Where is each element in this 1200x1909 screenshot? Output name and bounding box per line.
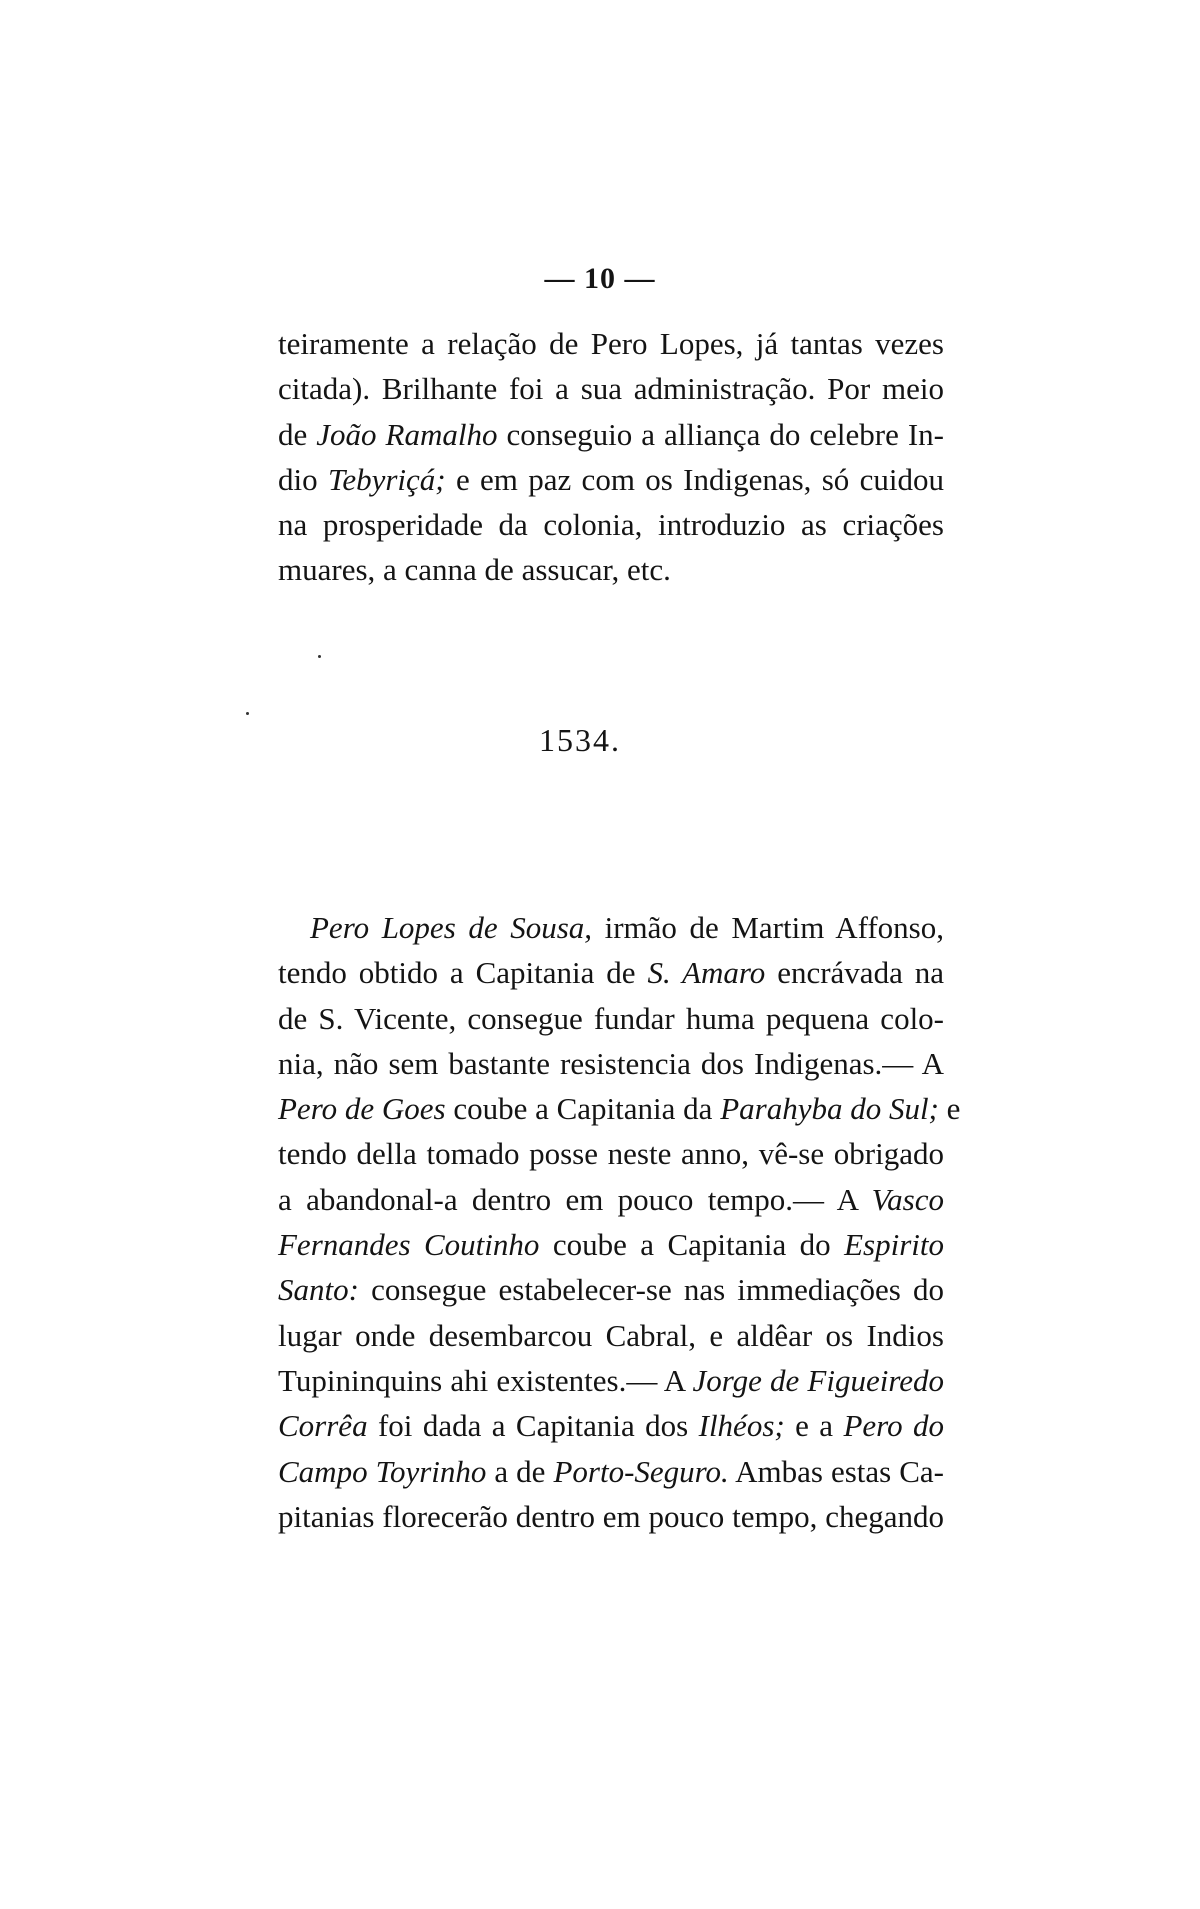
text-line <box>278 1177 944 1222</box>
text-run: Tupininquins ahi existentes.— A <box>278 1362 693 1398</box>
italic-name: Fernandes Coutinho <box>278 1227 540 1263</box>
text-line <box>278 996 944 1041</box>
italic-name: Jorge de Figueiredo <box>692 1362 944 1398</box>
text-run: e em paz com os Indigenas, só cuidou <box>445 461 944 497</box>
text-run: nia, não sem bastante resistencia dos Indigenas.— A <box>278 1045 944 1081</box>
italic-name: Pero do <box>843 1408 945 1444</box>
text-line <box>278 1403 944 1448</box>
text-run: muares, a canna de assucar, etc. <box>278 552 671 588</box>
text-run: citada). Brilhante foi a sua administração. Por meio <box>278 371 944 407</box>
text-run: foi dada a Capitania dos <box>367 1408 699 1444</box>
text-run: coube a Capitania do <box>539 1227 845 1263</box>
year-heading: 1534. <box>539 722 621 758</box>
text-run: a de <box>486 1453 554 1489</box>
italic-name: Porto-Seguro. <box>553 1453 729 1489</box>
text-run: lugar onde desembarcou Cabral, e aldêar os Indios <box>278 1317 944 1353</box>
text-run: irmão de Martim Affonso, <box>592 910 944 945</box>
italic-name: Ilhéos; <box>698 1408 785 1444</box>
text-run: teiramente a relação de Pero Lopes, já tantas vezes <box>278 326 944 361</box>
print-speck <box>318 655 321 658</box>
text-run: a abandonal-a dentro em pouco tempo.— A <box>278 1181 872 1217</box>
italic-name: João Ramalho <box>316 416 498 452</box>
text-run: de S. Vicente, consegue fundar huma pequena colo- <box>278 1000 944 1036</box>
italic-name: S. Amaro <box>647 955 766 991</box>
text-run: coube a Capitania da <box>445 1091 721 1127</box>
text-run: tendo della tomado posse neste anno, vê-se obrigado <box>278 1136 944 1172</box>
text-line <box>278 950 944 995</box>
text-line <box>278 905 944 950</box>
text-run: e a <box>784 1408 844 1444</box>
italic-name: Parahyba do Sul; <box>720 1091 939 1127</box>
italic-name: Pero Lopes de Sousa, <box>310 910 593 945</box>
print-speck <box>246 712 249 715</box>
text-line <box>278 366 944 411</box>
text-line <box>278 1494 944 1539</box>
italic-name: Espirito <box>844 1227 944 1263</box>
text-run: dio <box>278 461 328 497</box>
italic-name: Tebyriçá; <box>327 461 446 497</box>
text-run: tendo obtido a Capitania de <box>278 955 648 991</box>
paragraph-1 <box>278 321 944 593</box>
text-line <box>278 1041 944 1086</box>
text-line <box>278 321 944 366</box>
text-run: de <box>278 416 317 452</box>
italic-name: Santo: <box>278 1272 359 1308</box>
text-run: conseguio a alliança do celebre In- <box>497 416 945 452</box>
italic-name: Campo Toyrinho <box>278 1453 487 1489</box>
text-line <box>278 1222 944 1267</box>
paragraph-2 <box>278 905 961 1539</box>
text-line <box>278 1086 961 1131</box>
text-line <box>278 457 944 502</box>
text-run: encrávada na <box>765 955 944 991</box>
text-run: e <box>938 1091 961 1127</box>
text-run: Ambas estas Ca- <box>728 1453 944 1489</box>
page-number: — 10 — <box>544 262 656 295</box>
text-line <box>278 1313 944 1358</box>
text-line <box>278 412 944 457</box>
text-line <box>278 547 944 592</box>
text-run: pitanias florecerão dentro em pouco tempo, chegando <box>278 1498 944 1534</box>
italic-name: Pero de Goes <box>278 1091 446 1127</box>
text-line <box>278 502 944 547</box>
text-run: consegue estabelecer-se nas immediações do <box>358 1272 944 1308</box>
italic-name: Vasco <box>871 1181 944 1217</box>
text-run: na prosperidade da colonia, introduzio as criações <box>278 507 944 543</box>
italic-name: Corrêa <box>278 1408 368 1444</box>
text-line <box>278 1358 944 1403</box>
text-line <box>278 1131 944 1176</box>
text-line <box>278 1267 944 1312</box>
text-line <box>278 1449 944 1494</box>
